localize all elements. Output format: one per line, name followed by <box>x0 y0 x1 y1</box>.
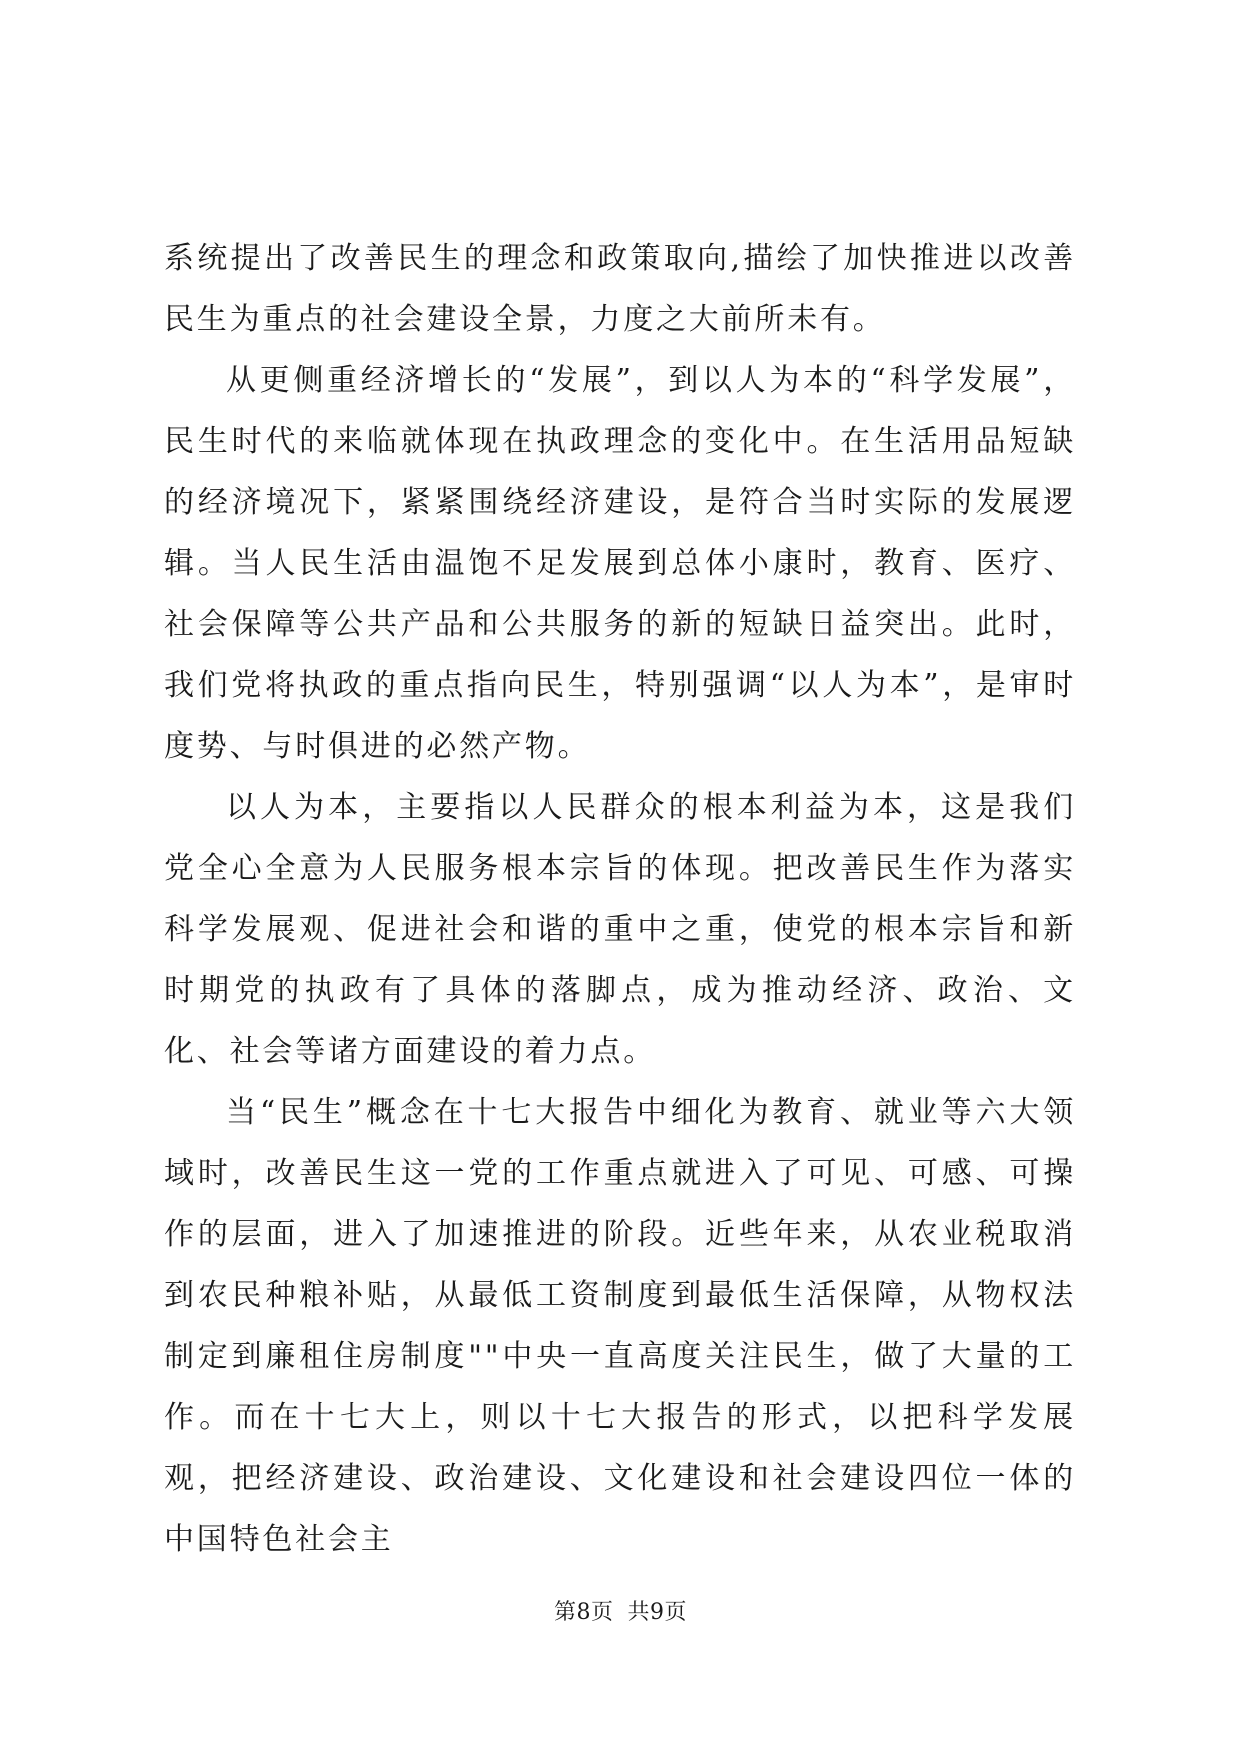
paragraph-3: 以人为本，主要指以人民群众的根本利益为本，这是我们党全心全意为人民服务根本宗旨的体现。把改善民生作为落实科学发展观、促进社会和谐的重中之重，使党的根本宗旨和新时期党的执政有了具体的落脚点，成为推动经济、政治、文化、社会等诸方面建设的着力点。 <box>164 790 1076 1069</box>
paragraph-1: 系统提出了改善民生的理念和政策取向,描绘了加快推进以改善民生为重点的社会建设全景，力度之大前所未有。 <box>164 241 1076 337</box>
document-body <box>164 228 1076 1570</box>
paragraph-4: 当“民生”概念在十七大报告中细化为教育、就业等六大领域时，改善民生这一党的工作重点就进入了可见、可感、可操作的层面，进入了加速推进的阶段。近些年来，从农业税取消到农民种粮补贴，从最低工资制度到最低生活保障，从物权法制定到廉租住房制度""中央一直高度关注民生，做了大量的工作。而在十七大上，则以十七大报告的形式，以把科学发展观，把经济建设、政治建设、文化建设和社会建设四位一体的中国特色社会主 <box>164 1095 1076 1557</box>
page-number-total: 共9页 <box>627 1600 687 1625</box>
paragraph-2: 从更侧重经济增长的“发展”，到以人为本的“科学发展”，民生时代的来临就体现在执政理念的变化中。在生活用品短缺的经济境况下，紧紧围绕经济建设，是符合当时实际的发展逻辑。当人民生活由温饱不足发展到总体小康时，教育、医疗、社会保障等公共产品和公共服务的新的短缺日益突出。此时，我们党将执政的重点指向民生，特别强调“以人为本”，是审时度势、与时俱进的必然产物。 <box>164 363 1076 764</box>
page-footer <box>0 1598 1241 1628</box>
page-number-current: 第8页 <box>554 1600 614 1625</box>
